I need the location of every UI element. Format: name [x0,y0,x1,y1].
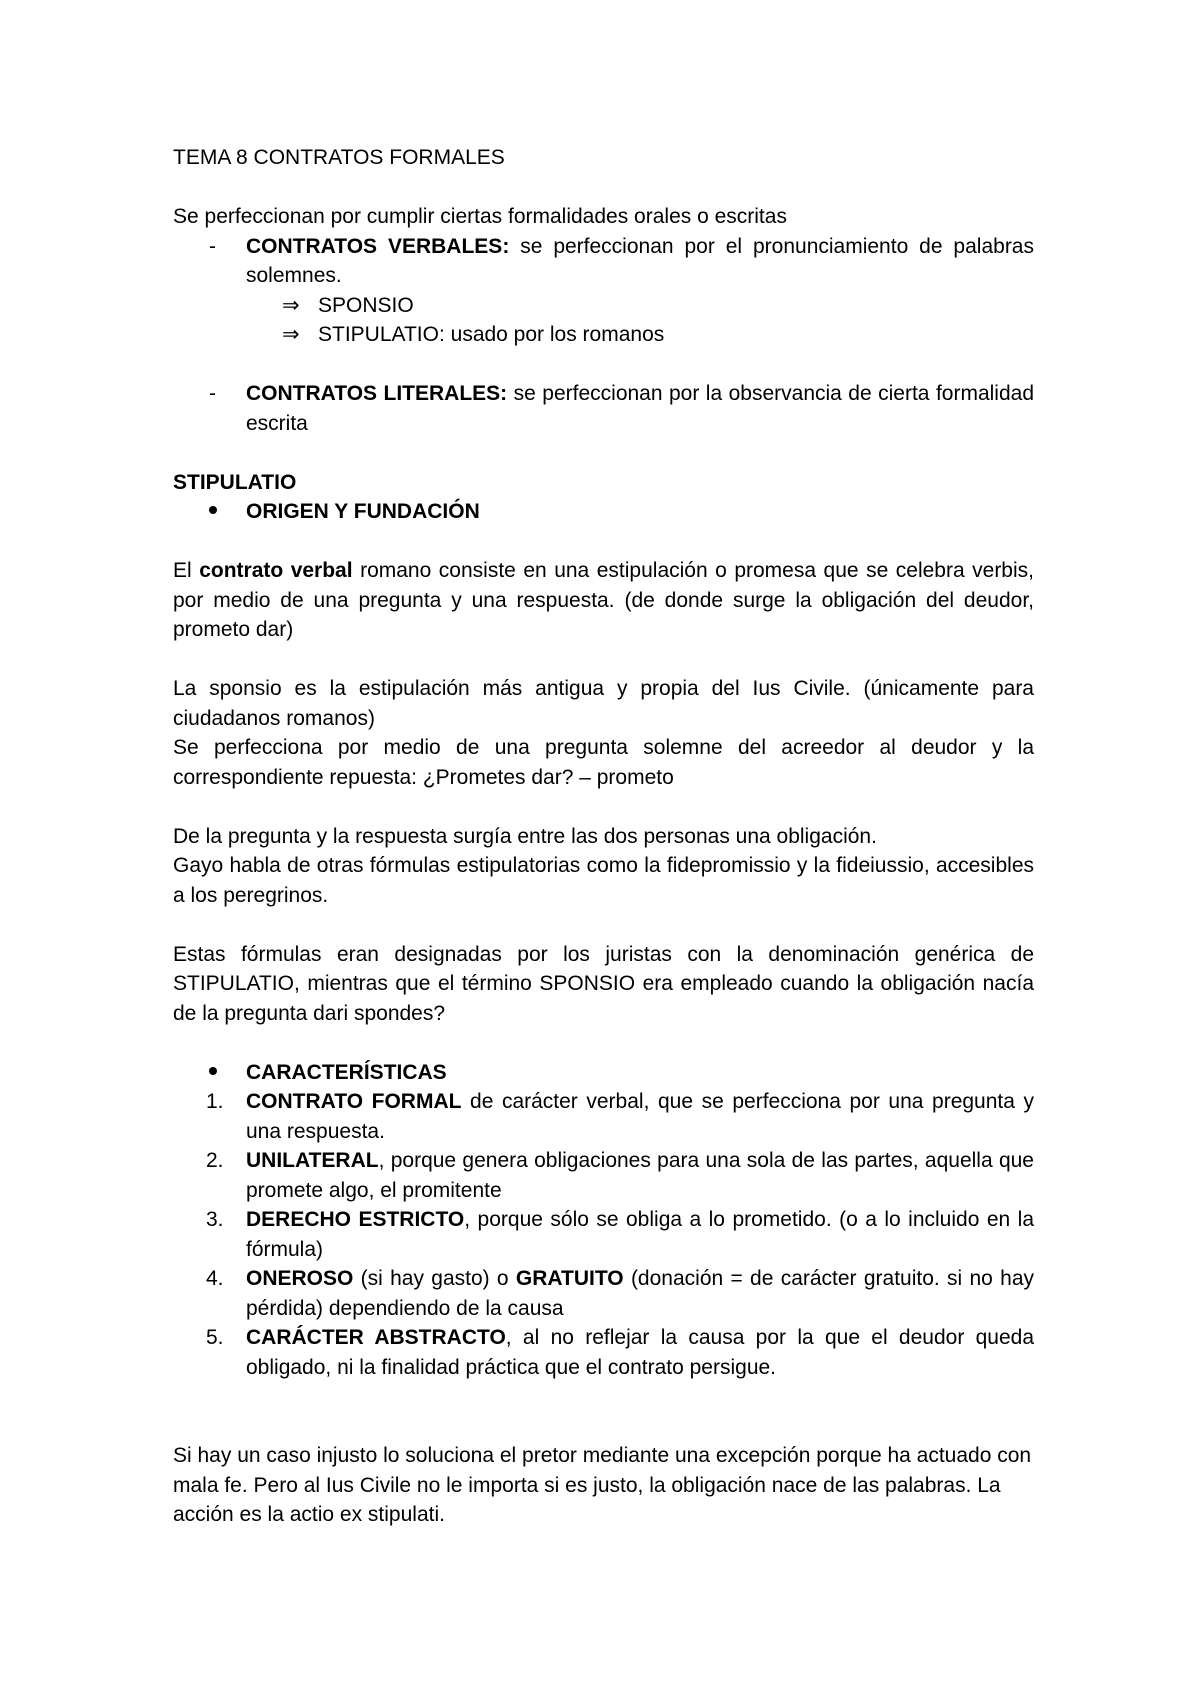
document-body [173,143,1034,1530]
literales-text: se perfeccionan por la observancia de cierta formalidad escrita [246,382,1034,435]
paragraph-sponsio: La sponsio es la estipulación más antigua y propia del Ius Civile. (únicamente para ciudadanos romanos) [173,677,1034,730]
dash-marker: - [209,234,216,258]
caracteristicas-heading: CARACTERÍSTICAS [246,1060,447,1084]
list-number: 3. [206,1208,224,1231]
intro-text: Se perfeccionan por cumplir ciertas formalidades orales o escritas [173,205,787,228]
dash-marker: - [209,382,216,405]
arrow-icon: ⇒ [282,293,300,317]
sub-item-text: SPONSIO [318,293,414,317]
sub-item-text: STIPULATIO: usado por los romanos [318,323,665,346]
document-title: TEMA 8 CONTRATOS FORMALES [173,146,505,169]
arrow-icon: ⇒ [282,323,300,346]
paragraph-perfecciona: Se perfecciona por medio de una pregunta solemne del acreedor al deudor y la correspondiente repuesta: ¿Prometes dar? – prometo [173,736,1034,789]
verbales-label: CONTRATOS VERBALES: [246,234,510,258]
list-number: 4. [206,1267,224,1290]
bullet-origen [173,497,1034,527]
list-item-verbales [173,232,1034,291]
list-item: 2. UNILATERAL, porque genera obligaciones para una sola de las partes, aquella que promete algo, el promitente [173,1146,1034,1205]
list-item: 4. ONEROSO (si hay gasto) o GRATUITO (donación = de carácter gratuito. si no hay pérdida) dependiendo de la causa [173,1264,1034,1323]
list-item: 1. CONTRATO FORMAL de carácter verbal, que se perfecciona por una pregunta y una respuesta. [173,1087,1034,1146]
paragraph-final: Si hay un caso injusto lo soluciona el pretor mediante una excepción porque ha actuado con mala fe. Pero al Ius Civile no le importa si es justo, la obligación nace de las palabras. La acción es la actio ex stipulati. [173,1444,1032,1526]
origen-heading: ORIGEN Y FUNDACIÓN [246,500,480,523]
paragraph-formulas: Estas fórmulas eran designadas por los juristas con la denominación genérica de STIPULATIO, mientras que el término SPONSIO era empleado cuando la obligación nacía de la pregunta dari spondes? [173,942,1034,1025]
verbales-text: se perfeccionan por el pronunciamiento de palabras solemnes. [246,234,1034,287]
section-heading-stipulatio: STIPULATIO [173,470,297,494]
list-number: 5. [206,1326,224,1349]
paragraph-pregunta: De la pregunta y la respuesta surgía entre las dos personas una obligación. [173,824,877,848]
sub-item-stipulatio [173,320,1034,350]
list-number: 1. [206,1090,224,1113]
list-item-literales [173,379,1034,438]
list-item: 3. DERECHO ESTRICTO, porque sólo se obliga a lo prometido. (o a lo incluido en la fórmula) [173,1205,1034,1264]
list-number: 2. [206,1149,224,1172]
sub-item-sponsio [173,291,1034,321]
bullet-dot-icon [209,1067,217,1075]
literales-label: CONTRATOS LITERALES: [246,382,508,405]
paragraph-contrato-verbal: El contrato verbal romano consiste en una estipulación o promesa que se celebra verbis, por medio de una pregunta y una respuesta. (de donde surge la obligación del deudor, prometo dar) [173,559,1034,641]
list-item: 5. CARÁCTER ABSTRACTO, al no reflejar la causa por la que el deudor queda obligado, ni la finalidad práctica que el contrato persigue. [173,1323,1034,1382]
bullet-caracteristicas [173,1058,1034,1088]
bullet-dot-icon [209,506,217,514]
paragraph-gayo: Gayo habla de otras fórmulas estipulatorias como la fidepromissio y la fideiussio, accesibles a los peregrinos. [173,854,1034,907]
